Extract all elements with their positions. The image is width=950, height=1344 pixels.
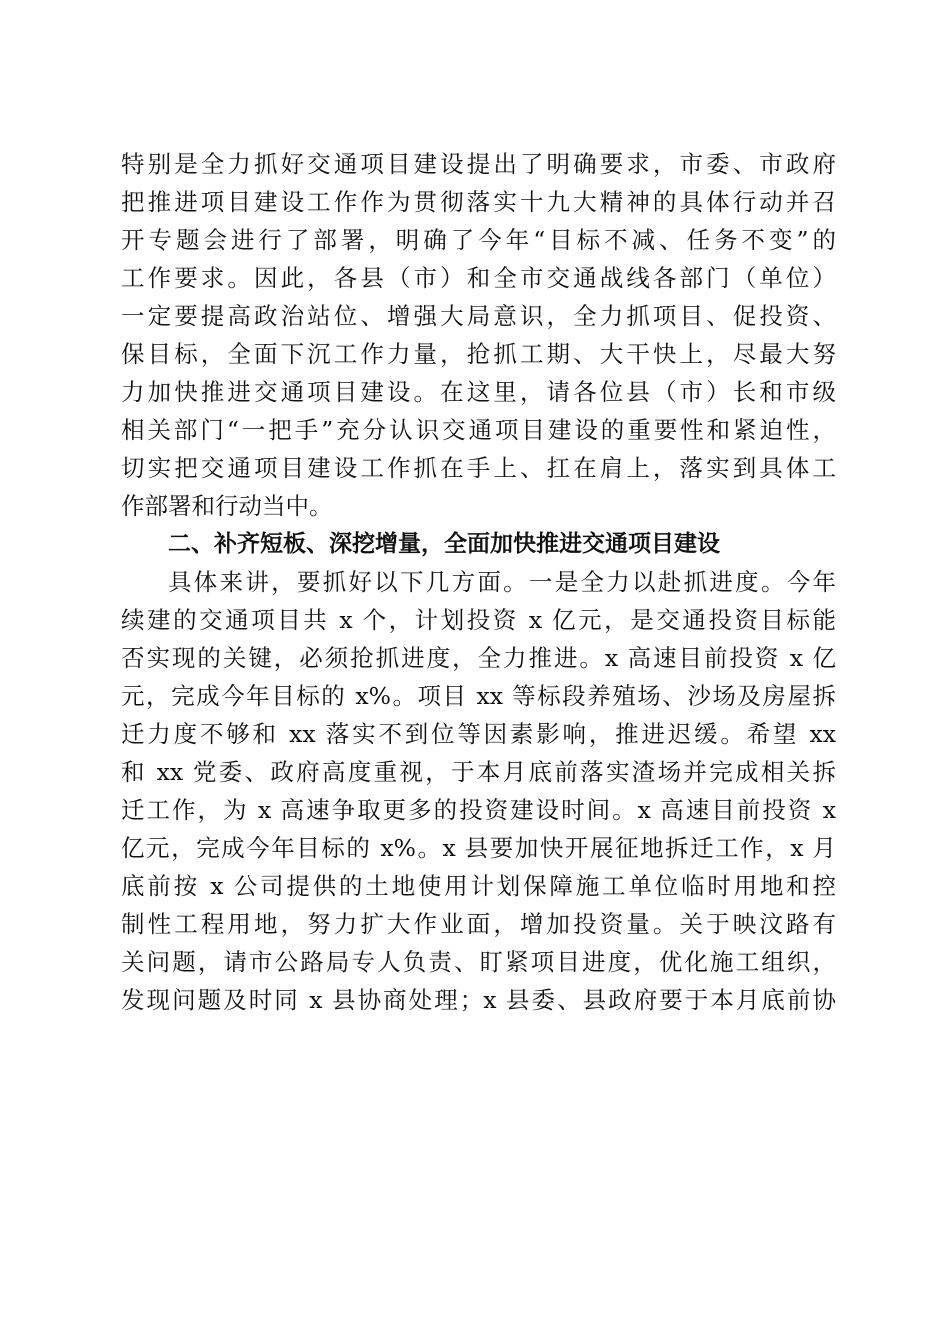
paragraph-line: 具体来讲，要抓好以下几方面。一是全力以赴抓进度。今年 [168,568,836,596]
paragraph-line: 迁力度不够和 xx 落实不到位等因素影响，推进迟缓。希望 xx [121,720,836,748]
paragraph-line: 元，完成今年目标的 x%。项目 xx 等标段养殖场、沙场及房屋拆 [121,682,836,710]
paragraph-line: 特别是全力抓好交通项目建设提出了明确要求，市委、市政府 [121,150,836,178]
paragraph-line: 作部署和行动当中。 [121,492,333,520]
paragraph-line: 一定要提高政治站位、增强大局意识，全力抓项目、促投资、 [121,302,836,330]
paragraph-line: 亿元，完成今年目标的 x%。x 县要加快开展征地拆迁工作，x 月 [121,834,836,862]
paragraph-line: 底前按 x 公司提供的土地使用计划保障施工单位临时用地和控 [121,872,836,900]
paragraph-line: 迁工作，为 x 高速争取更多的投资建设时间。x 高速目前投资 x [121,796,836,824]
paragraph-line: 否实现的关键，必须抢抓进度，全力推进。x 高速目前投资 x 亿 [121,644,836,672]
paragraph-line: 发现问题及时同 x 县协商处理；x 县委、县政府要于本月底前协 [121,986,836,1014]
paragraph-line: 相关部门“一把手”充分认识交通项目建设的重要性和紧迫性， [121,416,836,444]
paragraph-line: 续建的交通项目共 x 个，计划投资 x 亿元，是交通投资目标能 [121,606,836,634]
paragraph-line: 切实把交通项目建设工作抓在手上、扛在肩上，落实到具体工 [121,454,836,482]
paragraph-line: 开专题会进行了部署，明确了今年“目标不减、任务不变”的 [121,226,836,254]
paragraph-line: 和 xx 党委、政府高度重视，于本月底前落实渣场并完成相关拆 [121,758,836,786]
paragraph-line: 保目标，全面下沉工作力量，抢抓工期、大干快上，尽最大努 [121,340,836,368]
section-heading: 二、补齐短板、深挖增量，全面加快推进交通项目建设 [168,531,720,557]
paragraph-line: 制性工程用地，努力扩大作业面，增加投资量。关于映汶路有 [121,910,836,938]
paragraph-line: 力加快推进交通项目建设。在这里，请各位县（市）长和市级 [121,378,836,406]
paragraph-line: 工作要求。因此，各县（市）和全市交通战线各部门（单位） [121,264,836,292]
paragraph-line: 关问题，请市公路局专人负责、盯紧项目进度，优化施工组织， [121,948,836,976]
paragraph-line: 把推进项目建设工作作为贯彻落实十九大精神的具体行动并召 [121,188,836,216]
document-body [121,145,836,1019]
